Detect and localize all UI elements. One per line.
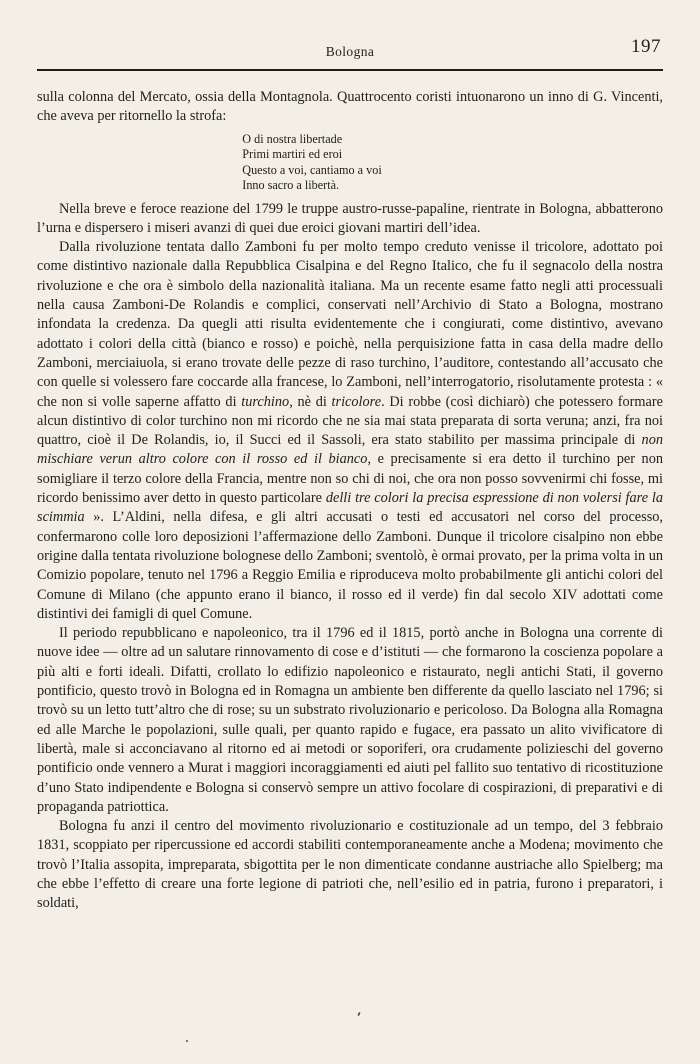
text-segment: Dalla rivoluzione tentata dallo Zamboni fu per molto tempo creduto venisse il tricolore, adottato poi come distintivo nazionale dalla Repubblica Cisalpina e del Regno Italico, che fu il segnacolo della nostra rivoluzione e che ora è simbolo della nazionalità italiana. Ma un recente esame fatto negli atti processuali nella causa Zamboni-De Rolandis e complici, conservati nell’Archivio di Stato a Bologna, mostrano infondata la credenza. Da quegli atti risulta evidentemente che i congiurati, come distintivo, avevano adottato i colori della città (bianco e rosso) e poichè, nella perquisizione fatta in casa della madre dello Zamboni, merciaiuola, si erano trovate delle pezze di raso turchino, l’auditore, contestando all’accusato che con quelle si volessero fare coccarde alla francese, lo Zamboni, nell’interrogatorio, risolutamente protesta : « che non si volle saperne affatto di <box>37 239 663 410</box>
paragraph <box>37 624 663 817</box>
verse-line: Inno sacro a libertà. <box>242 178 340 193</box>
text-segment: sulla colonna del Mercato, ossia della Montagnola. Quattrocento coristi intuonarono un inno di G. Vincenti, che aveva per ritornello la strofa: <box>37 89 663 125</box>
text-segment: turchino <box>241 393 290 410</box>
paragraph <box>37 817 663 913</box>
text-segment: delli tre colori la precisa espressione di non volersi fare la scimmia <box>37 490 664 526</box>
verse-line: O di nostra libertade <box>242 131 343 146</box>
running-head-title: Bologna <box>325 44 375 59</box>
scan-speck <box>357 1012 361 1016</box>
text-segment: tricolore <box>331 393 382 410</box>
header-rule <box>37 69 663 71</box>
paragraph <box>37 88 663 127</box>
paragraph <box>37 238 663 624</box>
verse-line: Questo a voi, cantiamo a voi <box>242 162 382 177</box>
paragraph <box>37 200 663 239</box>
scan-speck <box>186 1040 188 1042</box>
page-number: 197 <box>631 36 661 57</box>
verse-line: Primi martiri ed eroi <box>242 147 343 162</box>
text-segment: Bologna fu anzi il centro del movimento rivoluzionario e costituzionale ad un tempo, del 3 febbraio 1831, scoppiato per ripercussione ed accordi stabiliti contemporaneamente anche a Modena; movimento che trovò l’Italia assopita, impreparata, sbigottita per le non dimenticate condanne austriache allo Spielberg; ma che ebbe l’effetto di creare una forte legione di patrioti che, nell’esilio ed in patria, furono i preparatori, i soldati, <box>37 818 663 912</box>
verse-block <box>242 132 381 194</box>
text-segment: Nella breve e feroce reazione del 1799 le truppe austro-russe-papaline, rientrate in Bologna, abbatterono l’urna e dispersero i miseri avanzi di quei due eroici giovani martiri dell’idea. <box>37 200 663 236</box>
text-segment: . Di robbe (così dichiarò) che potessero formare alcun distintivo di color turchino non mi ricordo che ne sia mai stata preparata di sorta veruna; anzi, fra noi quattro, cioè il De Rolandis, io, il Succi ed il Sassoli, era stato stabilito per massima principale di <box>37 393 663 449</box>
text-segment: , e precisamente si era detto il turchino per non somigliare il terzo colore della Francia, mentre non so chi di noi, che ora non posso sovvenirmi chi fosse, mi ricordo benissimo aver detto in questo particolare <box>37 451 663 507</box>
running-head <box>37 36 663 66</box>
text-segment: non mischiare verun altro colore con il rosso ed il bianco <box>37 432 663 468</box>
page-body <box>37 88 663 914</box>
text-segment: , nè di <box>289 393 332 410</box>
text-segment: ». L’Aldini, nella difesa, e gli altri accusati o testi ed accusatori nel corso del processo, confermarono colle loro deposizioni l’affermazione dello Zamboni. Dunque il tricolore cisalpino non ebbe origine dalla tentata rivoluzione bolognese dello Zamboni; sventolò, è ormai provato, per la prima volta in un Comizio popolare, tenuto nel 1796 a Reggio Emilia e riproduceva molto probabilmente gli antichi colori del Comune di Milano (che appunto erano il bianco, il rosso ed il verde) fin dal secolo XIV adottati come distintivi dei famigli di quel Comune. <box>37 509 663 622</box>
text-segment: Il periodo repubblicano e napoleonico, tra il 1796 ed il 1815, portò anche in Bologna una corrente di nuove idee — oltre ad un salutare rinnovamento di cose e d’istituti — che formarono la coscienza popolare a più alti e forti ideali. Difatti, crollato lo edifizio napoleonico e ristaurato, negli antichi Stati, il governo pontificio, questo trovò in Bologna ed in Romagna un ambiente ben differente da quello lasciato nel 1796; si trovò su un letto tutt’altro che di rose; su un substrato rivoluzionario e pericoloso. Da Bologna alla Romagna ed alle Marche le popolazioni, sulle quali, per quanto rapido e fugace, era passato un alito vivificatore di libertà, male si acconciavano al ritorno ed ai metodi or soporiferi, ora crudamente polizieschi del governo pontificio onde vennero a Murat i maggiori incoraggiamenti ed aiuti pel fallito suo tentativo di ricostituzione d’uno Stato indipendente e Bologna si conservò sempre un attivo focolare di cospirazioni, di preparativi e di propaganda patriottica. <box>37 625 663 815</box>
